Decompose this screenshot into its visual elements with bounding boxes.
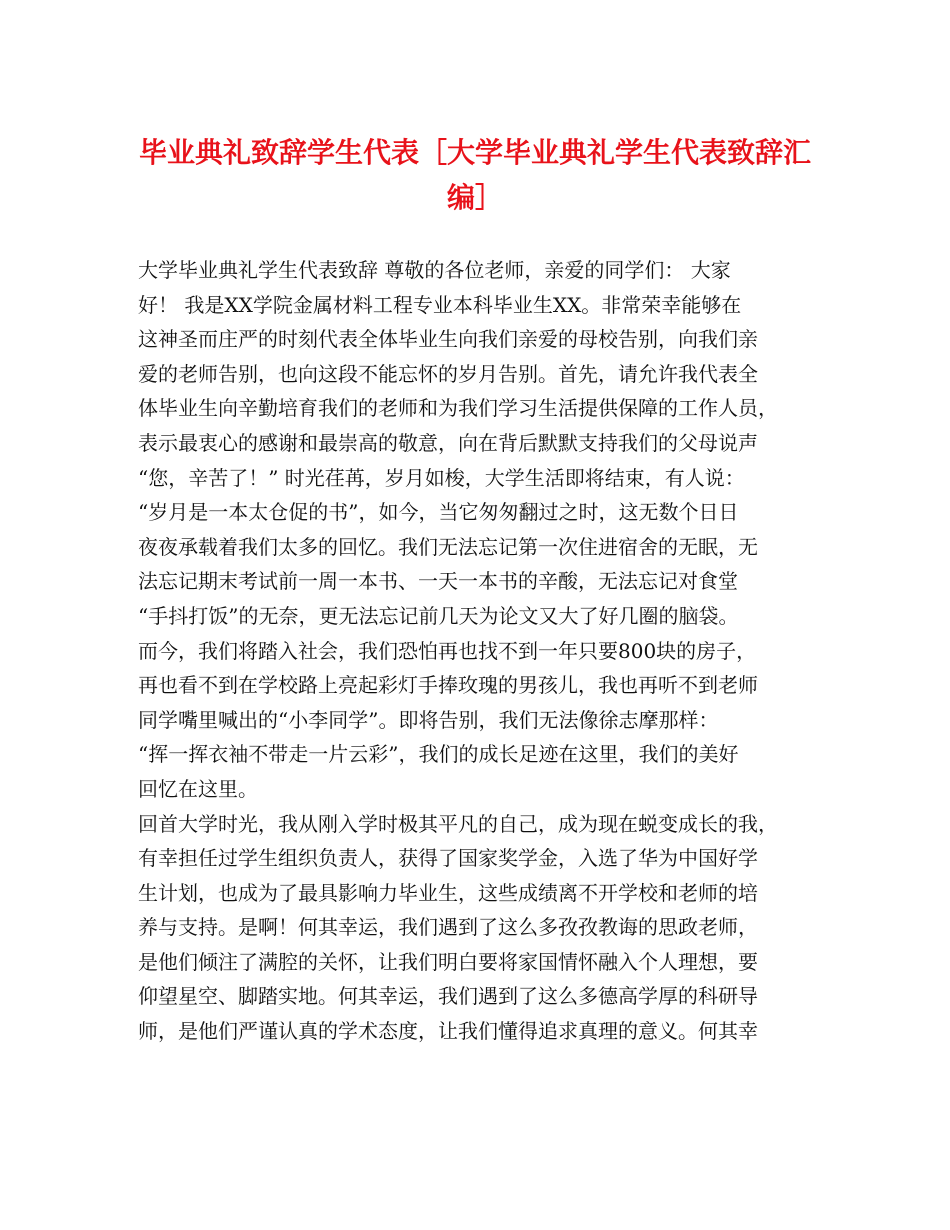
body-line: 同学嘴里喊出的“小李同学”。即将告别，我们无法像徐志摩那样： — [138, 707, 719, 732]
body-line: 夜夜承载着我们太多的回忆。我们无法忘记第一次住进宿舍的无眠，无 — [138, 534, 758, 559]
body-line: 仰望星空、脚踏实地。何其幸运，我们遇到了这么多德高学厚的科研导 — [138, 984, 758, 1009]
body-line: “手抖打饭”的无奈，更无法忘记前几天为论文又大了好几圈的脑袋。 — [138, 603, 739, 628]
body-line: 是他们倾注了满腔的关怀，让我们明白要将家国情怀融入个人理想，要 — [138, 949, 758, 974]
body-line: 养与支持。是啊！何其幸运，我们遇到了这么多孜孜教诲的思政老师， — [138, 915, 758, 940]
body-line: 表示最衷心的感谢和最崇高的敬意，向在背后默默支持我们的父母说声 — [138, 430, 758, 455]
body-line: 再也看不到在学校路上亮起彩灯手捧玫瑰的男孩儿，我也再听不到老师 — [138, 673, 758, 698]
body-line: “您，辛苦了！” 时光荏苒，岁月如梭，大学生活即将结束，有人说： — [138, 465, 745, 490]
body-line: “岁月是一本太仓促的书”，如今，当它匆匆翻过之时，这无数个日日 — [138, 500, 739, 525]
body-line: 而今，我们将踏入社会，我们恐怕再也找不到一年只要800块的房子， — [138, 638, 757, 663]
body-line: 好！ 我是XX学院金属材料工程专业本科毕业生XX。非常荣幸能够在 — [138, 292, 742, 317]
body-line: 有幸担任过学生组织负责人，获得了国家奖学金，入选了华为中国好学 — [138, 846, 758, 871]
body-line: 法忘记期末考试前一周一本书、一天一本书的辛酸，无法忘记对食堂 — [138, 569, 738, 594]
body-line: “挥一挥衣袖不带走一片云彩”，我们的成长足迹在这里，我们的美好 — [138, 742, 739, 767]
body-line: 体毕业生向辛勤培育我们的老师和为我们学习生活提供保障的工作人员， — [138, 396, 778, 421]
body-line: 生计划，也成为了最具影响力毕业生，这些成绩离不开学校和老师的培 — [138, 880, 758, 905]
document-title — [130, 130, 820, 220]
body-line: 师，是他们严谨认真的学术态度，让我们懂得追求真理的意义。何其幸 — [138, 1019, 758, 1044]
body-line: 大学毕业典礼学生代表致辞 尊敬的各位老师，亲爱的同学们： 大家 — [138, 258, 731, 282]
title-line-1: 毕业典礼致辞学生代表［大学毕业典礼学生代表致辞汇 — [138, 136, 811, 169]
body-line: 这神圣而庄严的时刻代表全体毕业生向我们亲爱的母校告别，向我们亲 — [138, 327, 758, 352]
title-line-2: 编］ — [446, 181, 503, 214]
body-line: 爱的老师告别，也向这段不能忘怀的岁月告别。首先，请允许我代表全 — [138, 361, 758, 386]
body-line: 回首大学时光，我从刚入学时极其平凡的自己，成为现在蜕变成长的我， — [138, 811, 778, 836]
document-body — [138, 253, 834, 1049]
body-line: 回忆在这里。 — [138, 776, 258, 801]
